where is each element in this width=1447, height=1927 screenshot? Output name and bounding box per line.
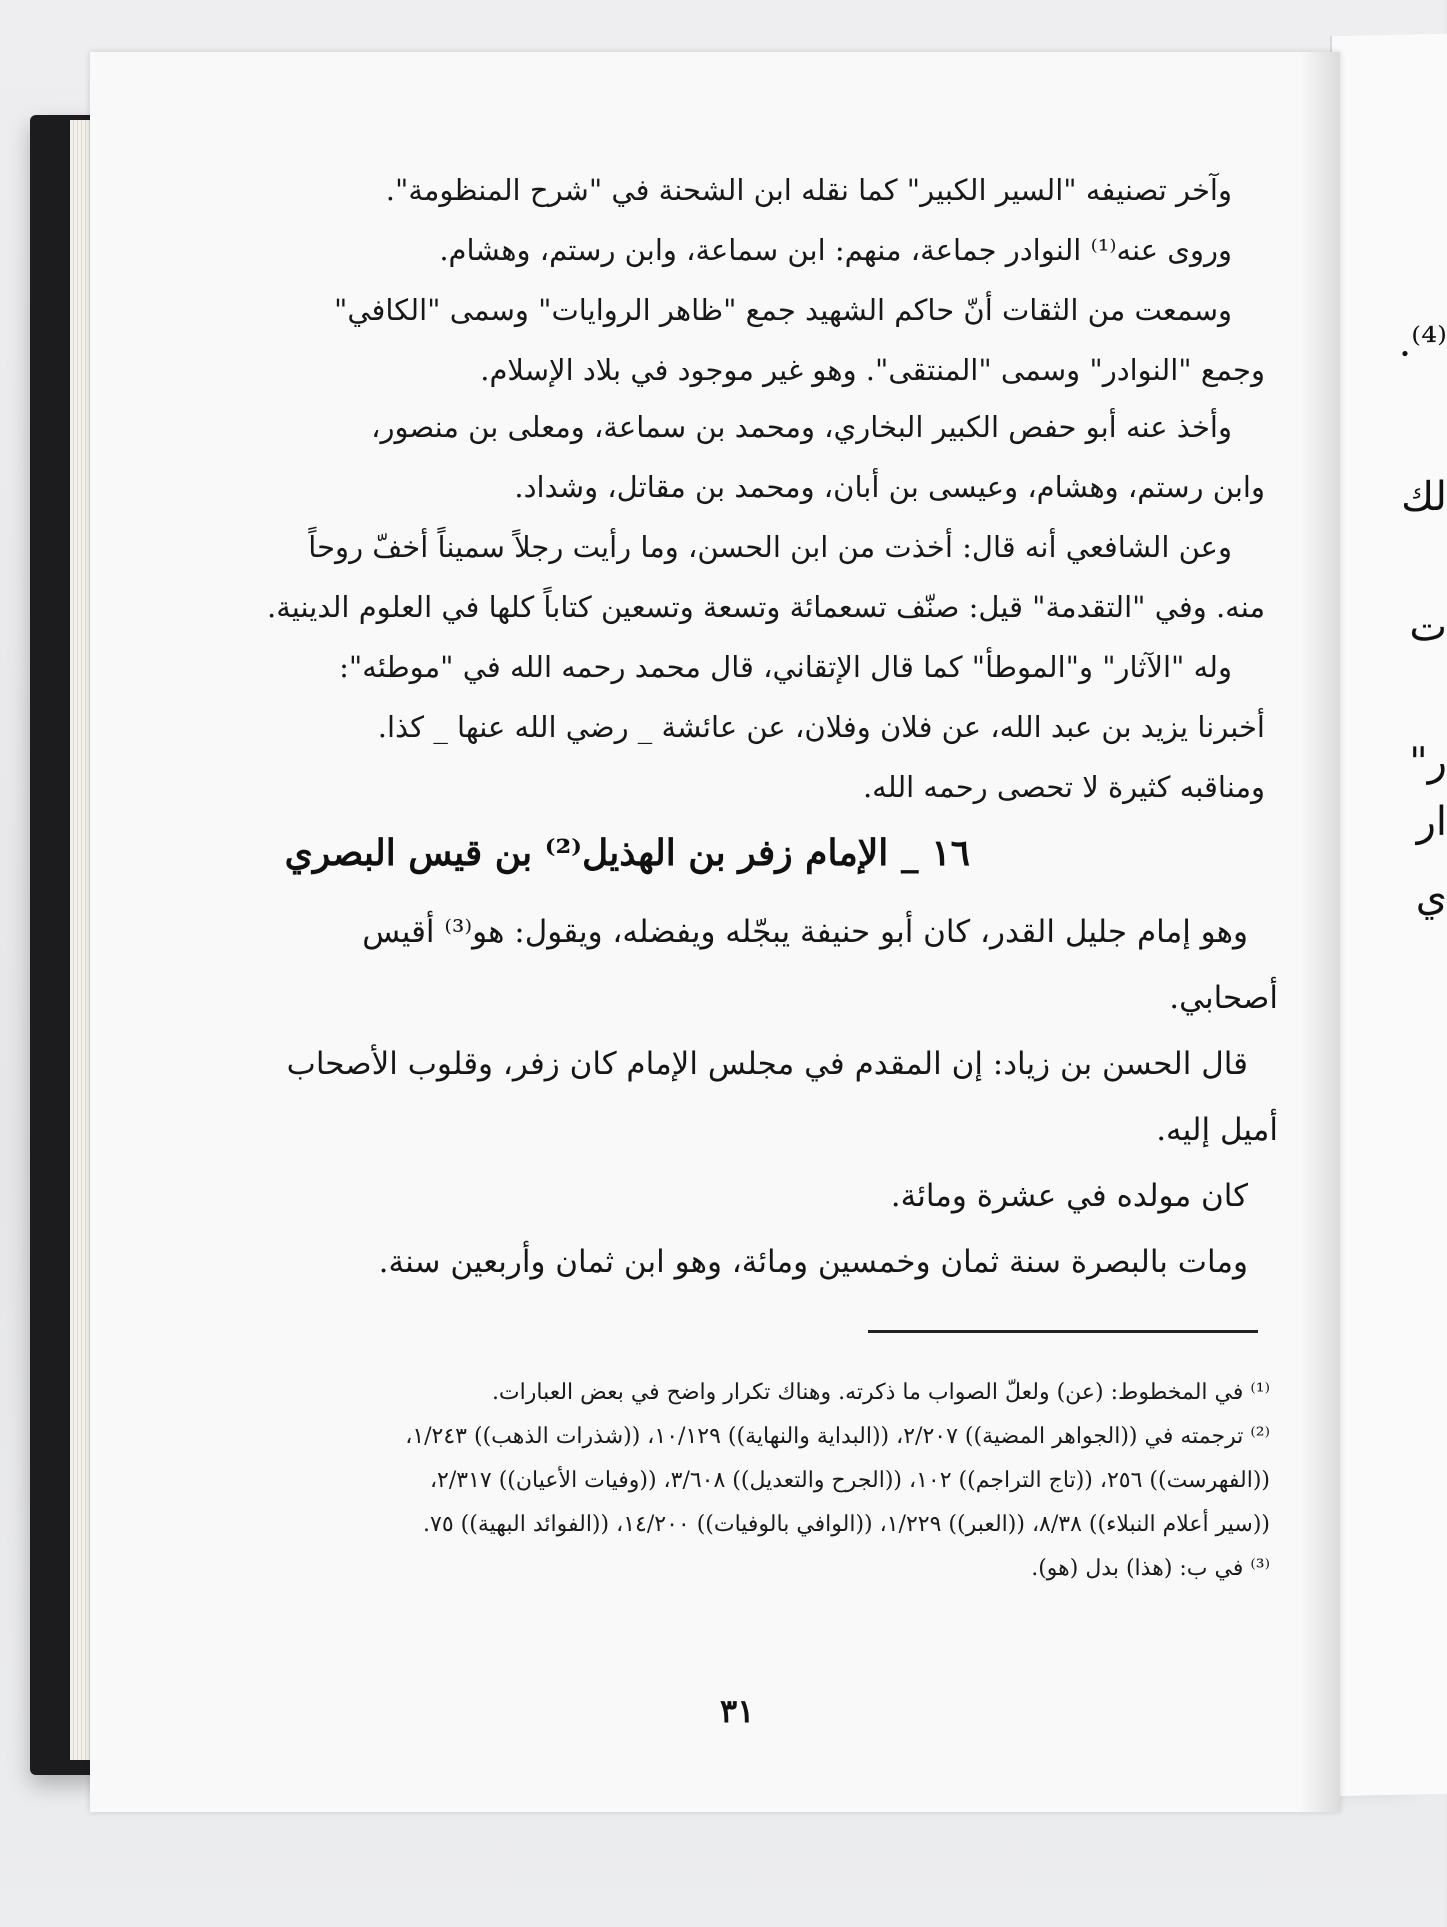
text-line: وسمعت من الثقات أنّ حاكم الشهيد جمع "ظاهر الروايات" وسمى "الكافي" (334, 293, 1232, 327)
text-line: منه. وفي "التقدمة" قيل: صنّف تسعمائة وتسعة وتسعين كتاباً كلها في العلوم الدينية. (267, 590, 1265, 624)
section-heading: ١٦ _ الإمام زفر بن الهذيل⁽²⁾ بن قيس البصري (284, 832, 970, 874)
text-line: وأخذ عنه أبو حفص الكبير البخاري، ومحمد بن سماعة، ومعلى بن منصور، (371, 410, 1232, 444)
text-line: وله "الآثار" و"الموطأ" كما قال الإتقاني، قال محمد رحمه الله في "موطئه": (339, 650, 1232, 684)
page-number: ٣١ (720, 1692, 755, 1730)
text-line: أخبرنا يزيد بن عبد الله، عن فلان وفلان، عن عائشة _ رضي الله عنها _ كذا. (377, 710, 1265, 744)
adjacent-fragment: ⁽⁴⁾. (1398, 318, 1447, 366)
text-line: وآخر تصنيفه "السير الكبير" كما نقله ابن الشحنة في "شرح المنظومة". (385, 173, 1232, 207)
text-line: وعن الشافعي أنه قال: أخذت من ابن الحسن، وما رأيت رجلاً سميناً أخفّ روحاً (308, 530, 1232, 564)
text-line: ومات بالبصرة سنة ثمان وخمسين ومائة، وهو ابن ثمان وأربعين سنة. (378, 1244, 1248, 1280)
footnote-divider (868, 1330, 1258, 1333)
footnote-line: ⁽¹⁾ في المخطوط: (عن) ولعلّ الصواب ما ذكرته. وهناك تكرار واضح في بعض العبارات. (491, 1380, 1270, 1405)
text-line: وهو إمام جليل القدر، كان أبو حنيفة يبجّله ويفضله، ويقول: هو⁽³⁾ أقيس (362, 914, 1248, 950)
text-line: أصحابي. (1169, 980, 1278, 1016)
footnote-line: ⁽²⁾ ترجمته في ((الجواهر المضية)) ٢/٢٠٧، ((البداية والنهاية)) ١٠/١٢٩، ((شذرات الذهب)) ١/٢٤٣، (405, 1424, 1270, 1449)
adjacent-fragment: ار (1416, 798, 1447, 846)
book-page (90, 52, 1340, 1812)
footnote-line: ((سير أعلام النبلاء)) ٨/٣٨، ((العبر)) ١/٢٢٩، ((الوافي بالوفيات)) ١٤/٢٠٠، ((الفوائد البهية)) ٧٥. (423, 1512, 1270, 1537)
adjacent-fragment: ر" (1409, 738, 1447, 786)
adjacent-fragment: لك (1401, 473, 1447, 521)
text-line: وابن رستم، وهشام، وعيسى بن أبان، ومحمد بن مقاتل، وشداد. (514, 470, 1265, 504)
text-line: ومناقبه كثيرة لا تحصى رحمه الله. (862, 770, 1265, 804)
adjacent-fragment: ي (1415, 873, 1447, 921)
text-line: كان مولده في عشرة ومائة. (890, 1178, 1248, 1214)
footnote-line: ((الفهرست)) ٢٥٦، ((تاج التراجم)) ١٠٢، ((الجرح والتعديل)) ٣/٦٠٨، ((وفيات الأعيان)) ٢/٣١٧، (429, 1468, 1270, 1493)
page-gutter-shadow (1300, 52, 1340, 1812)
adjacent-page (1330, 34, 1447, 1796)
text-line: قال الحسن بن زياد: إن المقدم في مجلس الإمام كان زفر، وقلوب الأصحاب (286, 1046, 1248, 1082)
footnote-line: ⁽³⁾ في ب: (هذا) بدل (هو). (1031, 1556, 1270, 1581)
text-line: أميل إليه. (1156, 1112, 1278, 1148)
text-line: وجمع "النوادر" وسمى "المنتقى". وهو غير موجود في بلاد الإسلام. (480, 353, 1265, 387)
text-line: وروى عنه⁽¹⁾ النوادر جماعة، منهم: ابن سماعة، وابن رستم، وهشام. (439, 233, 1232, 267)
adjacent-fragment: ت (1409, 603, 1447, 651)
